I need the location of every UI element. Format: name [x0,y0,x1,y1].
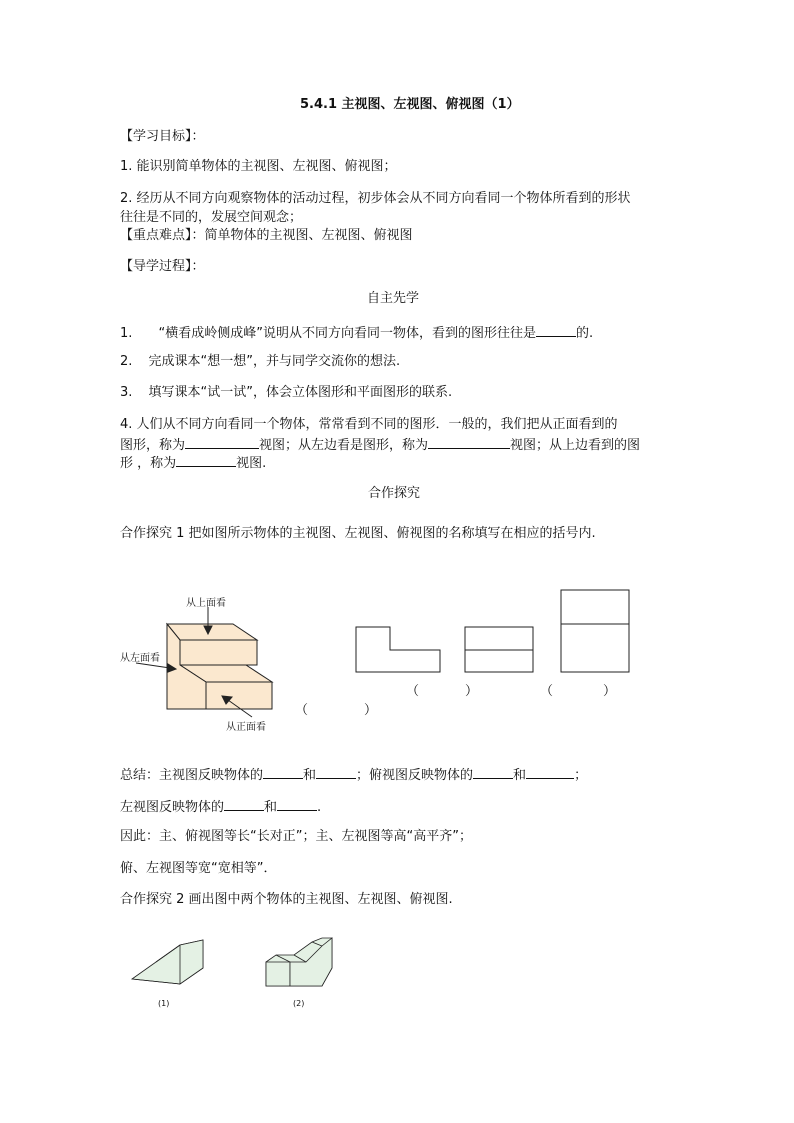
question-3-text: 填写课本“试一试”，体会立体图形和平面图形的联系. [148,385,453,400]
summary-line1: 总结：主视图反映物体的 和 ；俯视图反映物体的 和 ； [120,765,587,785]
figure-2-label-1: (1) [158,999,170,1008]
process-heading: 【导学过程】： [120,259,205,274]
answer-bracket-2[interactable]: （ ） [406,684,479,699]
label-from-front: 从正面看 [226,722,266,733]
self-study-heading: 自主先学 [367,291,420,306]
wedge-solid [132,940,203,984]
summary-line2: 左视图反映物体的 和 . [120,797,321,817]
question-4-text-c: 视图；从上边看到的图 [510,438,641,453]
notched-solid [266,938,332,986]
question-1-num: 1. [120,326,133,341]
question-1-text: “横看成岭侧成峰”说明从不同方向看同一物体，看到的图形往往是 [158,326,537,341]
label-from-top: 从上面看 [186,598,226,609]
objectives-heading: 【学习目标】： [120,129,205,144]
question-4-line1: 4. 人们从不同方向看同一个物体，常常看到不同的图形．一般的，我们把从正面看到的 [120,417,618,432]
question-1-end: 的. [576,326,594,341]
therefore-line1: 因此：主、俯视图等长“长对正”；主、左视图等高“高平齐”； [120,829,472,844]
objective-1: 1. 能识别简单物体的主视图、左视图、俯视图； [120,159,397,174]
answer-bracket-1[interactable]: （ ） [295,703,378,718]
coop-heading: 合作探究 [368,486,421,501]
question-4-text-d: 形 ，称为 [120,456,177,471]
coop-1-text: 合作探究 1 把如图所示物体的主视图、左视图、俯视图的名称填写在相应的括号内. [120,526,596,541]
answer-bracket-3[interactable]: （ ） [540,684,617,699]
keypoints-text: ：简单物体的主视图、左视图、俯视图 [191,228,413,243]
therefore-line2: 俯、左视图等宽“宽相等”． [120,861,277,876]
objective-2-line1: 2. 经历从不同方向观察物体的活动过程，初步体会从不同方向看同一个物体所看到的形状 [120,191,631,206]
question-4-text-a: 图形，称为 [120,438,186,453]
keypoints-label: 【重点难点】 [120,228,192,243]
coop-2-text: 合作探究 2 画出图中两个物体的主视图、左视图、俯视图. [120,892,453,907]
question-2-num: 2. [120,354,133,369]
question-3-num: 3. [120,385,133,400]
question-4-text-e: 视图. [236,456,267,471]
figure-2-label-2: (2) [293,999,305,1008]
question-4-text-b: 视图；从左边看是图形，称为 [259,438,429,453]
label-from-left: 从左面看 [120,653,160,664]
question-2-text: 完成课本“想一想”，并与同学交流你的想法. [148,354,401,369]
objective-2-line2: 往往是不同的，发展空间观念； [120,210,303,225]
page-title: 5.4.1 主视图、左视图、俯视图（1） [300,97,520,112]
